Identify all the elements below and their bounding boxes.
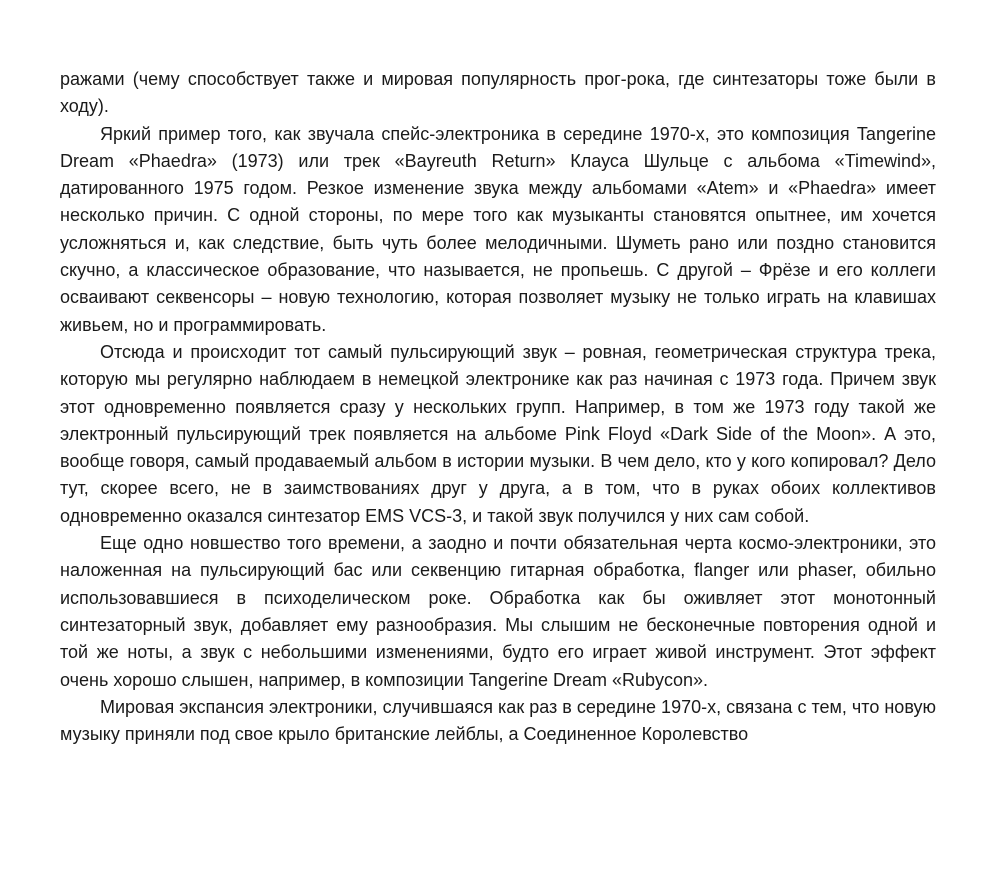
paragraph-world-expansion: Мировая экспансия электроники, случившаяся как раз в середине 1970-х, связана с тем, что новую музыку приняли под свое крыло британские лейблы, а Соединенное Королевство bbox=[60, 696, 936, 745]
paragraph-continuation: ражами (чему способствует также и мировая популярность прог-рока, где синтезаторы тоже были в ходу). bbox=[60, 69, 936, 117]
document-page bbox=[60, 66, 936, 748]
paragraph-pulsing-sound: Отсюда и происходит тот самый пульсирующий звук – ровная, геометрическая структура трека, которую мы регулярно наблюдаем в немецкой электронике как раз начиная с 1973 года. Причем звук этот одновременно появляется сразу у нескольких групп. Например, в том же 1973 году такой же электронный пульсирующий трек появляется на альбоме Pink Floyd «Dark Side of the Moon». А это, вообще говоря, самый продаваемый альбом в истории музыки. В чем дело, кто у кого копировал? Дело тут, скорее всего, не в заимствованиях друг у друга, а в том, что в руках обоих коллективов одновременно оказался синтезатор EMS VCS-3, и такой звук получился у них сам собой. bbox=[60, 341, 936, 526]
paragraph-phaedra: Яркий пример того, как звучала спейс-электроника в середине 1970-х, это композиция Tangerine Dream «Phaedra» (1973) или трек «Bayreuth Return» Клауса Шульце с альбома «Timewind», датированного 1975 годом. Резкое изменение звука между альбомами «Atem» и «Phaedra» имеет несколько причин. С одной стороны, по мере того как музыканты становятся опытнее, им хочется усложняться и, как следствие, быть чуть более мелодичными. Шуметь рано или поздно становится скучно, а классическое образование, что называется, не пропьешь. С другой – Фрёзе и его коллеги осваивают секвенсоры – новую технологию, которая позволяет музыку не только играть на клавишах живьем, но и программировать. bbox=[60, 123, 936, 335]
paragraph-flanger-phaser: Еще одно новшество того времени, а заодно и почти обязательная черта космо-электроники, это наложенная на пульсирующий бас или секвенцию гитарная обработка, flanger или phaser, обильно использовавшиеся в психоделическом роке. Обработка как бы оживляет этот монотонный синтезаторный звук, добавляет ему разнообразия. Мы слышим не бесконечные повторения одной и той же ноты, а звук с небольшими изменениями, будто его играет живой инструмент. Этот эффект очень хорошо слышен, например, в композиции Tangerine Dream «Rubycon». bbox=[60, 533, 936, 690]
